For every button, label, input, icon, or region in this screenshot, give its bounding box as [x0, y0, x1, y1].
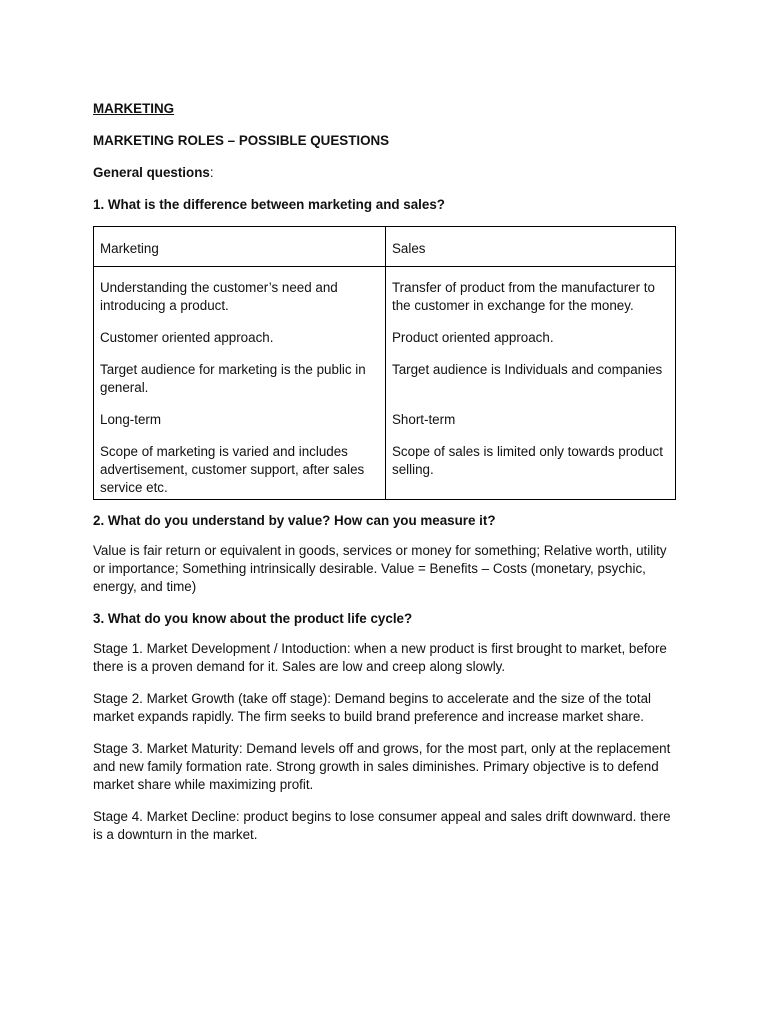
cell-marketing: Customer oriented approach.	[94, 323, 386, 355]
section-label-text: General questions	[93, 165, 210, 180]
cell-marketing: Target audience for marketing is the public in general.	[94, 355, 386, 405]
cell-sales: Product oriented approach.	[392, 330, 554, 345]
table-row	[94, 437, 676, 500]
stage-3-paragraph: Stage 3. Market Maturity: Demand levels off and grows, for the most part, only at the replacement and new family formation rate. Strong growth in sales diminishes. Primary objective is to defend market share while maximizing profit.	[93, 741, 671, 792]
header-sales: Sales	[386, 227, 676, 267]
table-row	[94, 323, 676, 355]
section-label	[93, 164, 677, 182]
stage-2-paragraph: Stage 2. Market Growth (take off stage): Demand begins to accelerate and the size of the total market expands rapidly. The firm seeks to build brand preference and increase market share.	[93, 691, 652, 724]
answer-2: Value is fair return or equivalent in goods, services or money for something; Relative worth, utility or importance; Something intrinsically desirable. Value = Benefits – Costs (monetary, psychic, energy, and time)	[93, 543, 667, 594]
cell-sales: Transfer of product from the manufacturer to the customer in exchange for the money.	[392, 280, 655, 313]
section-label-colon: :	[209, 165, 214, 180]
table-header-row	[94, 227, 676, 267]
stage-4-paragraph: Stage 4. Market Decline: product begins to lose consumer appeal and sales drift downward. there is a downturn in the market.	[93, 809, 671, 842]
document-page	[93, 100, 677, 858]
table-row	[94, 355, 676, 405]
table-row	[94, 405, 676, 437]
stage-1-paragraph: Stage 1. Market Development / Intoduction: when a new product is first brought to market, before there is a proven demand for it. Sales are low and creep along slowly.	[93, 641, 667, 674]
document-title: MARKETING	[93, 101, 175, 116]
question-1: 1. What is the difference between marketing and sales?	[93, 197, 445, 212]
table-row	[94, 267, 676, 324]
cell-sales: Target audience is Individuals and companies	[392, 362, 663, 377]
cell-marketing: Understanding the customer’s need and introducing a product.	[94, 267, 386, 324]
cell-marketing: Long-term	[94, 405, 386, 437]
document-subtitle: MARKETING ROLES – POSSIBLE QUESTIONS	[93, 133, 390, 148]
cell-marketing: Scope of marketing is varied and includes advertisement, customer support, after sales service etc.	[94, 437, 386, 500]
comparison-table	[93, 226, 676, 500]
header-marketing: Marketing	[94, 227, 386, 267]
question-2: 2. What do you understand by value? How can you measure it?	[93, 513, 496, 528]
cell-sales: Short-term	[392, 412, 456, 427]
question-3: 3. What do you know about the product life cycle?	[93, 611, 413, 626]
cell-sales: Scope of sales is limited only towards product selling.	[392, 444, 663, 477]
